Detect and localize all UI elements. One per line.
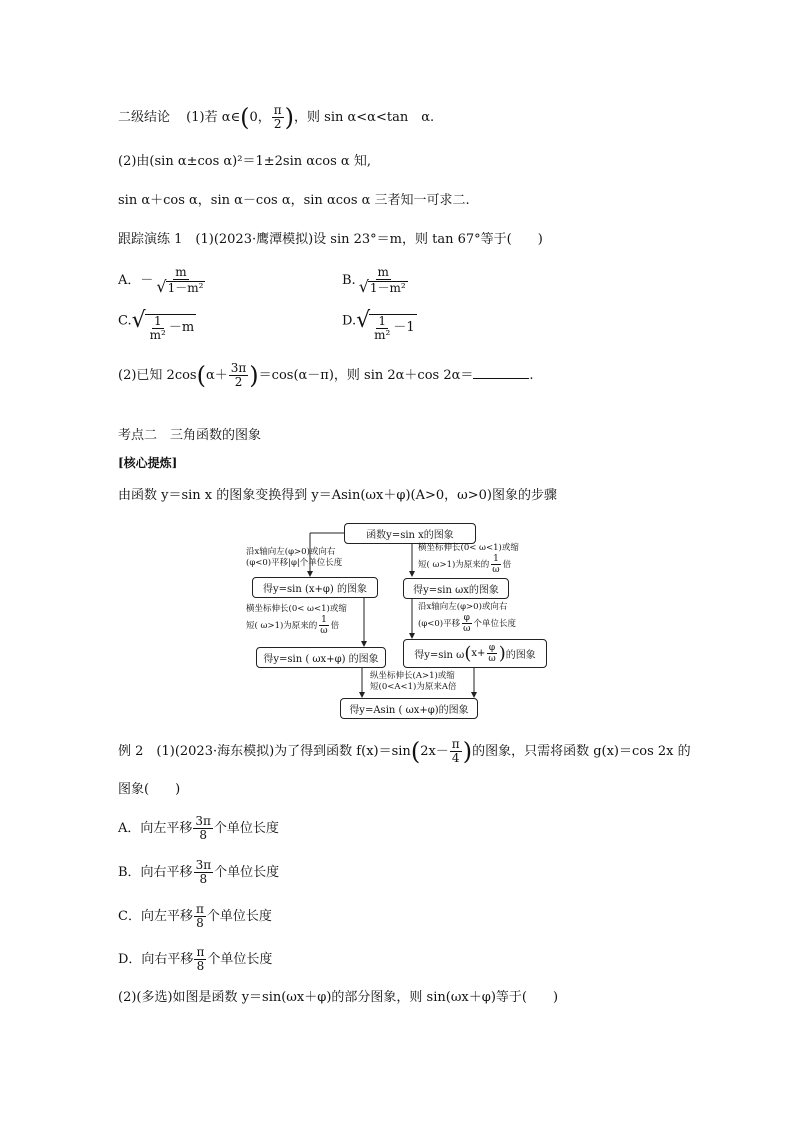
flow-box-right1: 得y=sin ωx的图象 xyxy=(403,578,509,599)
example-option-c: C．向左平移 $\frac{\pi}{8}$ 个单位长度 xyxy=(118,902,272,930)
flow-box-left2: 得y=sin ( ωx+φ) 的图象 xyxy=(256,647,386,668)
example-stem-line1: 例 2 (1)(2023·海东模拟)为了得到函数 f(x)＝sin(2x－ $\frac{\pi}{4}$ )的图象，只需将函数 g(x)＝cos 2x 的 xyxy=(118,737,691,766)
example-q2: (2)(多选)如图是函数 y＝sin(ωx＋φ)的部分图象，则 sin(ωx＋φ)等于( ) xyxy=(118,990,559,1005)
section-title: 考点二 三角函数的图象 xyxy=(118,428,262,443)
flow-box-right2: 得y=sin ω ( x+ $\frac{\varphi}{\omega}$ ) 的图象 xyxy=(403,639,547,668)
flow-box-bottom: 得y=Asin ( ωx+φ)的图象 xyxy=(340,698,478,719)
conclusion-line-2: (2)由(sin α±cos α)²＝1±2sin αcos α 知, xyxy=(118,154,371,169)
flow-box-left1: 得y=sin (x+φ) 的图象 xyxy=(252,577,378,598)
note-bottom: 纵坐标伸长(A>1)或缩 短(0<A<1)为原来A倍 xyxy=(370,671,457,692)
pi-over-2-fraction: $\frac{\pi}{2}$ xyxy=(273,103,282,131)
note-right2: 沿x轴向左(φ>0)或向右 (φ<0)平移 $\frac{\varphi}{\omega}$ 个单位长度 xyxy=(418,602,516,634)
example-option-d: D．向右平移 $\frac{\pi}{8}$ 个单位长度 xyxy=(118,945,273,973)
section-subtitle: 由函数 y＝sin x 的图象变换得到 y＝Asin(ωx＋φ)(A>0，ω>0)图象的步骤 xyxy=(118,488,557,503)
flow-box-top: 函数y=sin x的图象 xyxy=(344,523,476,544)
option-b: B. $\frac{m}{\text{√1－m²}}$ xyxy=(342,265,406,296)
option-c: C.√ $\frac{1}{\text{m²}}$ －m xyxy=(118,308,195,342)
note-left1: 沿x轴向左(φ>0)或向右 (φ<0)平移|φ|个单位长度 xyxy=(246,547,343,568)
practice-q2: (2)已知 2cos(α＋ $\frac{3\pi}{2}$ )＝cos(α－π)，则 sin 2α＋cos 2α＝ . xyxy=(118,361,534,390)
example-stem-line2: 图象( ) xyxy=(118,782,181,797)
option-d: D.√ $\frac{1}{\text{m²}}$ －1 xyxy=(342,308,415,342)
conclusion-line-1: 二级结论 (1)若 α∈(0， $\frac{\pi}{2}$ )，则 sin α<α<tan α. xyxy=(118,103,435,132)
option-a: A．－ $\frac{m}{\text{√1－m²}}$ xyxy=(118,265,204,296)
core-heading: [核心提炼] xyxy=(118,456,178,470)
conclusion-label: 二级结论 xyxy=(118,110,171,125)
practice-stem: 跟踪演练 1 (1)(2023·鹰潭模拟)设 sin 23°＝m，则 tan 67°等于( ) xyxy=(118,232,543,247)
example-option-a: A．向左平移 $\frac{3\pi}{8}$ 个单位长度 xyxy=(118,814,279,842)
example-option-b: B．向右平移 $\frac{3\pi}{8}$ 个单位长度 xyxy=(118,858,280,886)
note-right1: 横坐标伸长(0< ω<1)或缩 短( ω>1)为原来的 $\frac{1}{\omega}$ 倍 xyxy=(418,543,519,575)
conclusion-line-3: sin α＋cos α，sin α－cos α，sin αcos α 三者知一可求二. xyxy=(118,193,470,208)
note-left2: 横坐标伸长(0< ω<1)或缩 短( ω>1)为原来的 $\frac{1}{\omega}$ 倍 xyxy=(246,604,347,636)
